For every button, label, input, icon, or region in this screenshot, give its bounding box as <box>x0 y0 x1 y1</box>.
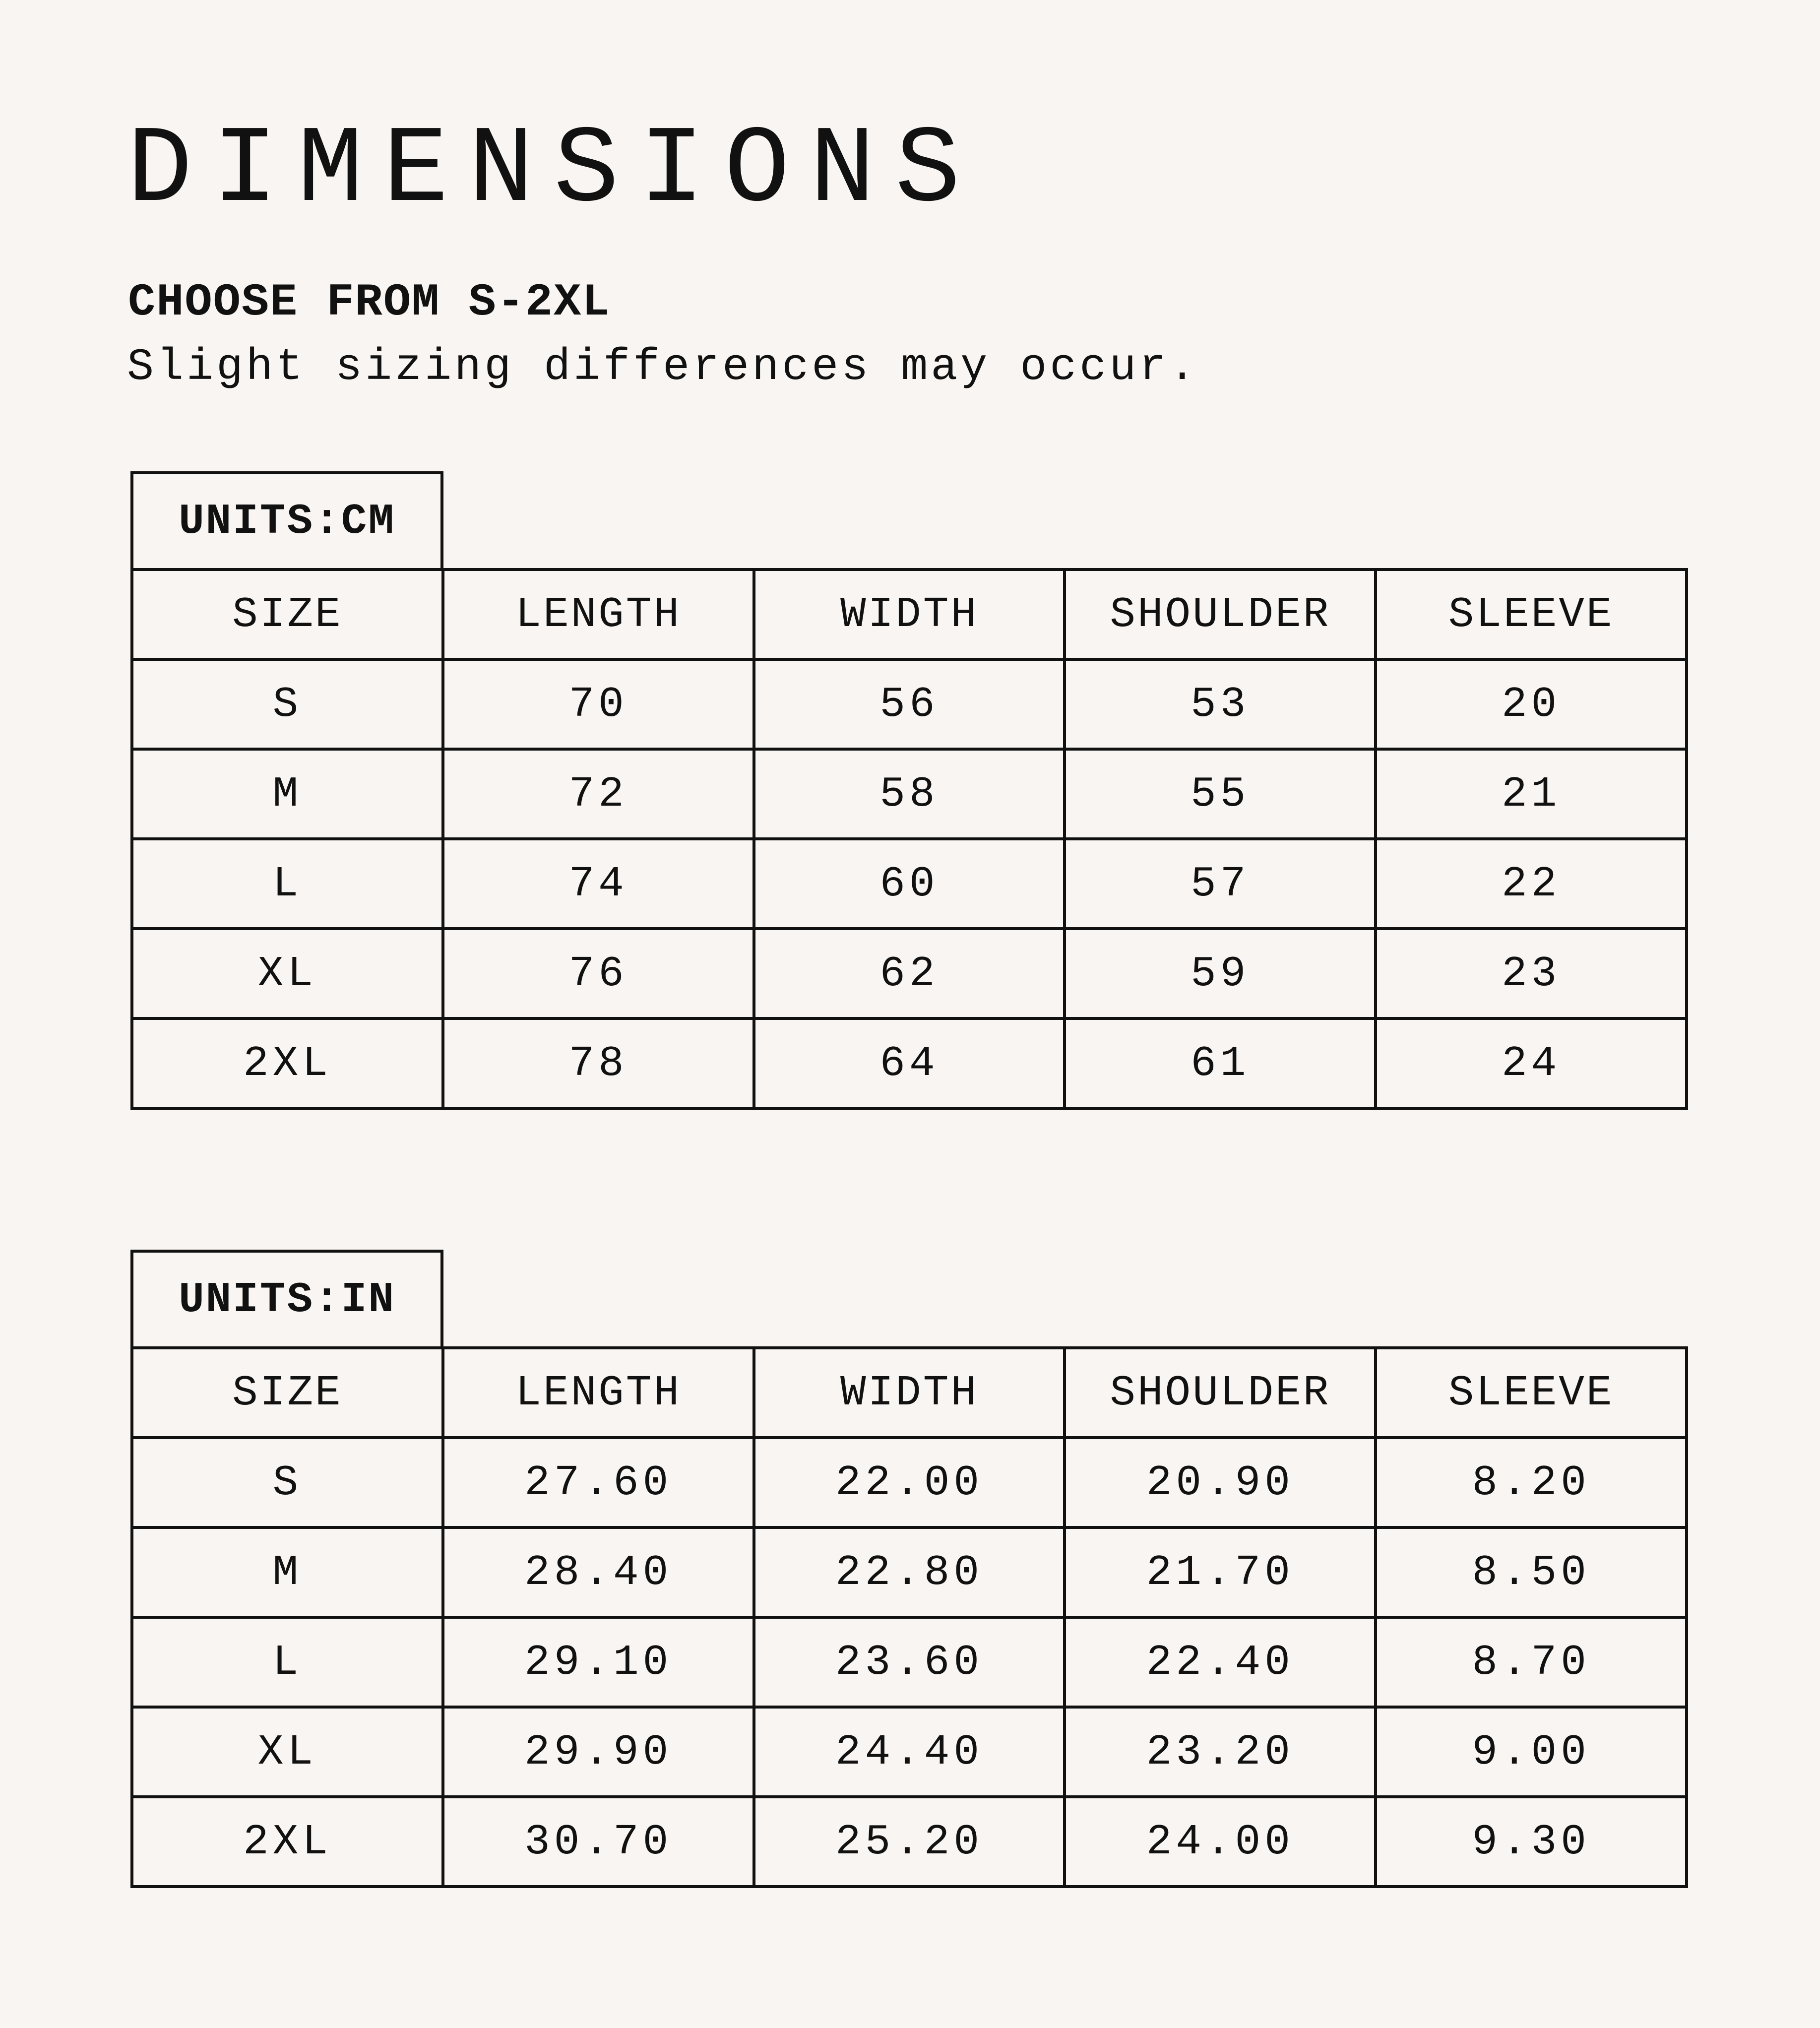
sleeve-cell: 8.20 <box>1376 1438 1687 1527</box>
size-cell: L <box>132 839 443 929</box>
sleeve-cell: 8.50 <box>1376 1527 1687 1617</box>
column-header-length: LENGTH <box>443 1348 754 1438</box>
shoulder-cell: 20.90 <box>1065 1438 1376 1527</box>
column-header-width: WIDTH <box>754 1348 1065 1438</box>
sizing-note: Slight sizing differences may occur. <box>127 342 1199 393</box>
length-cell: 76 <box>443 929 754 1018</box>
size-cell: 2XL <box>132 1018 443 1108</box>
sleeve-cell: 22 <box>1376 839 1687 929</box>
width-cell: 58 <box>754 749 1065 839</box>
sleeve-cell: 24 <box>1376 1018 1687 1108</box>
table-row <box>132 1438 1687 1527</box>
size-cell: M <box>132 1527 443 1617</box>
table-row <box>132 1797 1687 1887</box>
unit-label-in: UNITS:IN <box>130 1250 443 1346</box>
width-cell: 24.40 <box>754 1707 1065 1797</box>
width-cell: 56 <box>754 659 1065 749</box>
length-cell: 27.60 <box>443 1438 754 1527</box>
sleeve-cell: 21 <box>1376 749 1687 839</box>
column-header-size: SIZE <box>132 570 443 659</box>
size-cell: S <box>132 1438 443 1527</box>
measurements-table-in <box>130 1346 1688 1888</box>
table-row <box>132 1617 1687 1707</box>
shoulder-cell: 24.00 <box>1065 1797 1376 1887</box>
shoulder-cell: 55 <box>1065 749 1376 839</box>
size-cell: S <box>132 659 443 749</box>
size-cell: XL <box>132 1707 443 1797</box>
length-cell: 28.40 <box>443 1527 754 1617</box>
column-header-width: WIDTH <box>754 570 1065 659</box>
table-row <box>132 1018 1687 1108</box>
width-cell: 25.20 <box>754 1797 1065 1887</box>
length-cell: 29.90 <box>443 1707 754 1797</box>
table-row <box>132 659 1687 749</box>
measurements-table-cm <box>130 568 1688 1110</box>
page-title: DIMENSIONS <box>127 110 981 233</box>
table-row <box>132 1707 1687 1797</box>
table-header-row <box>132 1348 1687 1438</box>
size-cell: M <box>132 749 443 839</box>
shoulder-cell: 21.70 <box>1065 1527 1376 1617</box>
column-header-sleeve: SLEEVE <box>1376 570 1687 659</box>
length-cell: 78 <box>443 1018 754 1108</box>
width-cell: 60 <box>754 839 1065 929</box>
size-cell: XL <box>132 929 443 1018</box>
sleeve-cell: 20 <box>1376 659 1687 749</box>
width-cell: 23.60 <box>754 1617 1065 1707</box>
column-header-shoulder: SHOULDER <box>1065 570 1376 659</box>
shoulder-cell: 23.20 <box>1065 1707 1376 1797</box>
table-row <box>132 749 1687 839</box>
table-row <box>132 929 1687 1018</box>
size-table-cm <box>130 471 1688 1110</box>
length-cell: 70 <box>443 659 754 749</box>
shoulder-cell: 61 <box>1065 1018 1376 1108</box>
size-range-heading: CHOOSE FROM S-2XL <box>128 276 611 328</box>
sleeve-cell: 9.00 <box>1376 1707 1687 1797</box>
width-cell: 22.80 <box>754 1527 1065 1617</box>
sleeve-cell: 23 <box>1376 929 1687 1018</box>
table-header-row <box>132 570 1687 659</box>
column-header-size: SIZE <box>132 1348 443 1438</box>
shoulder-cell: 57 <box>1065 839 1376 929</box>
shoulder-cell: 59 <box>1065 929 1376 1018</box>
shoulder-cell: 22.40 <box>1065 1617 1376 1707</box>
size-table-in <box>130 1250 1688 1888</box>
sleeve-cell: 8.70 <box>1376 1617 1687 1707</box>
column-header-sleeve: SLEEVE <box>1376 1348 1687 1438</box>
width-cell: 64 <box>754 1018 1065 1108</box>
length-cell: 74 <box>443 839 754 929</box>
table-row <box>132 1527 1687 1617</box>
size-cell: 2XL <box>132 1797 443 1887</box>
length-cell: 29.10 <box>443 1617 754 1707</box>
width-cell: 22.00 <box>754 1438 1065 1527</box>
shoulder-cell: 53 <box>1065 659 1376 749</box>
width-cell: 62 <box>754 929 1065 1018</box>
sleeve-cell: 9.30 <box>1376 1797 1687 1887</box>
table-row <box>132 839 1687 929</box>
column-header-shoulder: SHOULDER <box>1065 1348 1376 1438</box>
unit-label-cm: UNITS:CM <box>130 471 443 568</box>
length-cell: 72 <box>443 749 754 839</box>
size-cell: L <box>132 1617 443 1707</box>
length-cell: 30.70 <box>443 1797 754 1887</box>
column-header-length: LENGTH <box>443 570 754 659</box>
